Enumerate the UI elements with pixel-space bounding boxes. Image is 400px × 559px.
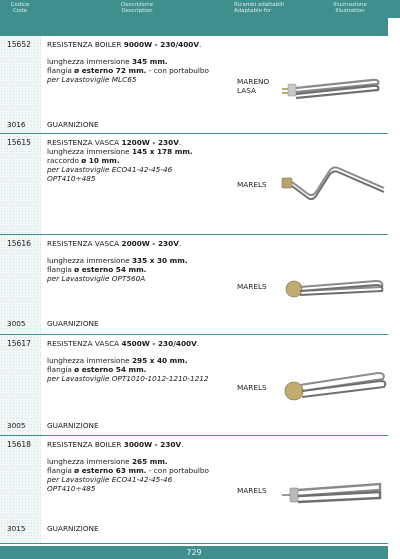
- product-description: RESISTENZA VASCA 2000W - 230V. lunghezza immersione 335 x 30 mm. flangia ø esterno 54 mm. per Lavastoviglie OPT560A: [47, 239, 188, 283]
- heating-element-icon: [280, 470, 390, 518]
- table-row: [0, 134, 388, 235]
- adaptable-brand: MARELS: [237, 486, 267, 495]
- page-tab: [388, 0, 400, 18]
- table-row: [0, 235, 388, 335]
- heating-element-icon: [280, 363, 390, 411]
- table-header: [0, 0, 388, 36]
- header-description: Descrizione Description: [121, 2, 153, 14]
- sub-description: GUARNIZIONE: [47, 120, 99, 129]
- heating-element-icon: [280, 162, 390, 212]
- sub-code: 3005: [7, 319, 26, 328]
- table-row: [0, 436, 388, 544]
- product-description: RESISTENZA BOILER 9000W - 230/400V. lunghezza immersione 345 mm. flangia ø esterno 72 mm. - con portabulbo per Lavastoviglie MLC65: [47, 40, 209, 84]
- sub-description: GUARNIZIONE: [47, 319, 99, 328]
- adaptable-brand: MARENO LASA: [237, 77, 270, 95]
- product-code: 15652: [7, 40, 31, 49]
- header-illustration: Illustrazione Illustration: [333, 2, 367, 14]
- sub-description: GUARNIZIONE: [47, 524, 99, 533]
- product-code: 15617: [7, 339, 31, 348]
- header-adaptable: Ricambi adattabili Adaptable for: [234, 2, 284, 14]
- product-description: RESISTENZA BOILER 3000W - 230V. lunghezza immersione 265 mm. flangia ø esterno 63 mm. - con portabulbo per Lavastoviglie ECO41-42-45-46 OPT410÷485: [47, 440, 209, 493]
- adaptable-brand: MARELS: [237, 383, 267, 392]
- product-code: 15616: [7, 239, 31, 248]
- table-row: [0, 36, 388, 134]
- page-number: 729: [0, 546, 388, 559]
- header-code: Codice Code: [10, 2, 30, 14]
- product-description: RESISTENZA VASCA 1200W - 230V. lunghezza immersione 145 x 178 mm. raccordo ø 10 mm. per Lavastoviglie ECO41-42-45-46 OPT410÷485: [47, 138, 193, 183]
- sub-description: GUARNIZIONE: [47, 421, 99, 430]
- product-description: RESISTENZA VASCA 4500W - 230/400V. lunghezza immersione 295 x 40 mm. flangia ø esterno 54 mm. per Lavastoviglie OPT1010-1012-1210-1212: [47, 339, 209, 383]
- product-code: 15618: [7, 440, 31, 449]
- heating-element-icon: [280, 64, 390, 114]
- adaptable-brand: MARELS: [237, 282, 267, 291]
- product-code: 15615: [7, 138, 31, 147]
- sub-code: 3005: [7, 421, 26, 430]
- adaptable-brand: MARELS: [237, 180, 267, 189]
- table-row: [0, 335, 388, 436]
- sub-code: 3015: [7, 524, 26, 533]
- sub-code: 3016: [7, 120, 26, 129]
- heating-element-icon: [280, 269, 390, 309]
